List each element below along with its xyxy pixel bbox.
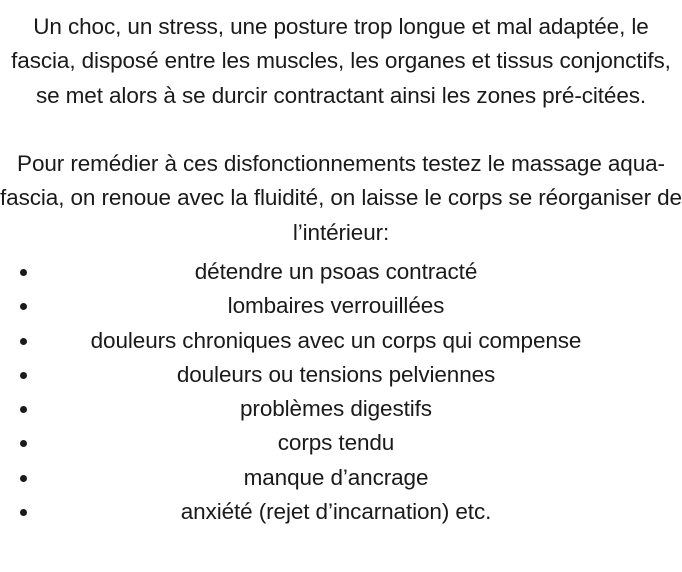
- remedy-paragraph: Pour remédier à ces disfonctionnements testez le massage aqua-fascia, on renoue avec la fluidité, on laisse le corps se réorganiser de l’intérieur:: [0, 151, 682, 245]
- list-item: [0, 461, 682, 495]
- bullet-icon: [20, 269, 27, 276]
- bullet-icon: [20, 475, 27, 482]
- bullet-icon: [20, 509, 27, 516]
- list-item-text: lombaires verrouillées: [227, 293, 445, 319]
- intro-paragraph: Un choc, un stress, une posture trop longue et mal adaptée, le fascia, disposé entre les muscles, les organes et tissus conjonctifs, se met alors à se durcir contractant ainsi les zones pré-citées.: [11, 14, 671, 108]
- list-item-text: détendre un psoas contracté: [194, 259, 478, 284]
- list-item-text: manque d’ancrage: [243, 464, 429, 490]
- list-item: [0, 289, 682, 323]
- bullet-icon: [20, 338, 27, 345]
- list-item: [0, 255, 682, 289]
- list-item: [0, 324, 682, 358]
- list-item-text: anxiété (rejet d’incarnation) etc.: [180, 499, 492, 525]
- bullet-icon: [20, 406, 27, 413]
- list-item-text: problèmes digestifs: [240, 396, 432, 422]
- list-item-text: corps tendu: [277, 430, 395, 456]
- bullet-icon: [20, 440, 27, 447]
- list-item: [0, 358, 682, 392]
- list-item: [0, 426, 682, 460]
- symptom-list: [0, 255, 682, 529]
- list-item-text: douleurs chroniques avec un corps qui compense: [90, 327, 582, 353]
- list-item: [0, 495, 682, 529]
- bullet-icon: [20, 303, 27, 310]
- list-item: [0, 392, 682, 426]
- list-item-text: douleurs ou tensions pelviennes: [176, 361, 496, 387]
- bullet-icon: [20, 372, 27, 379]
